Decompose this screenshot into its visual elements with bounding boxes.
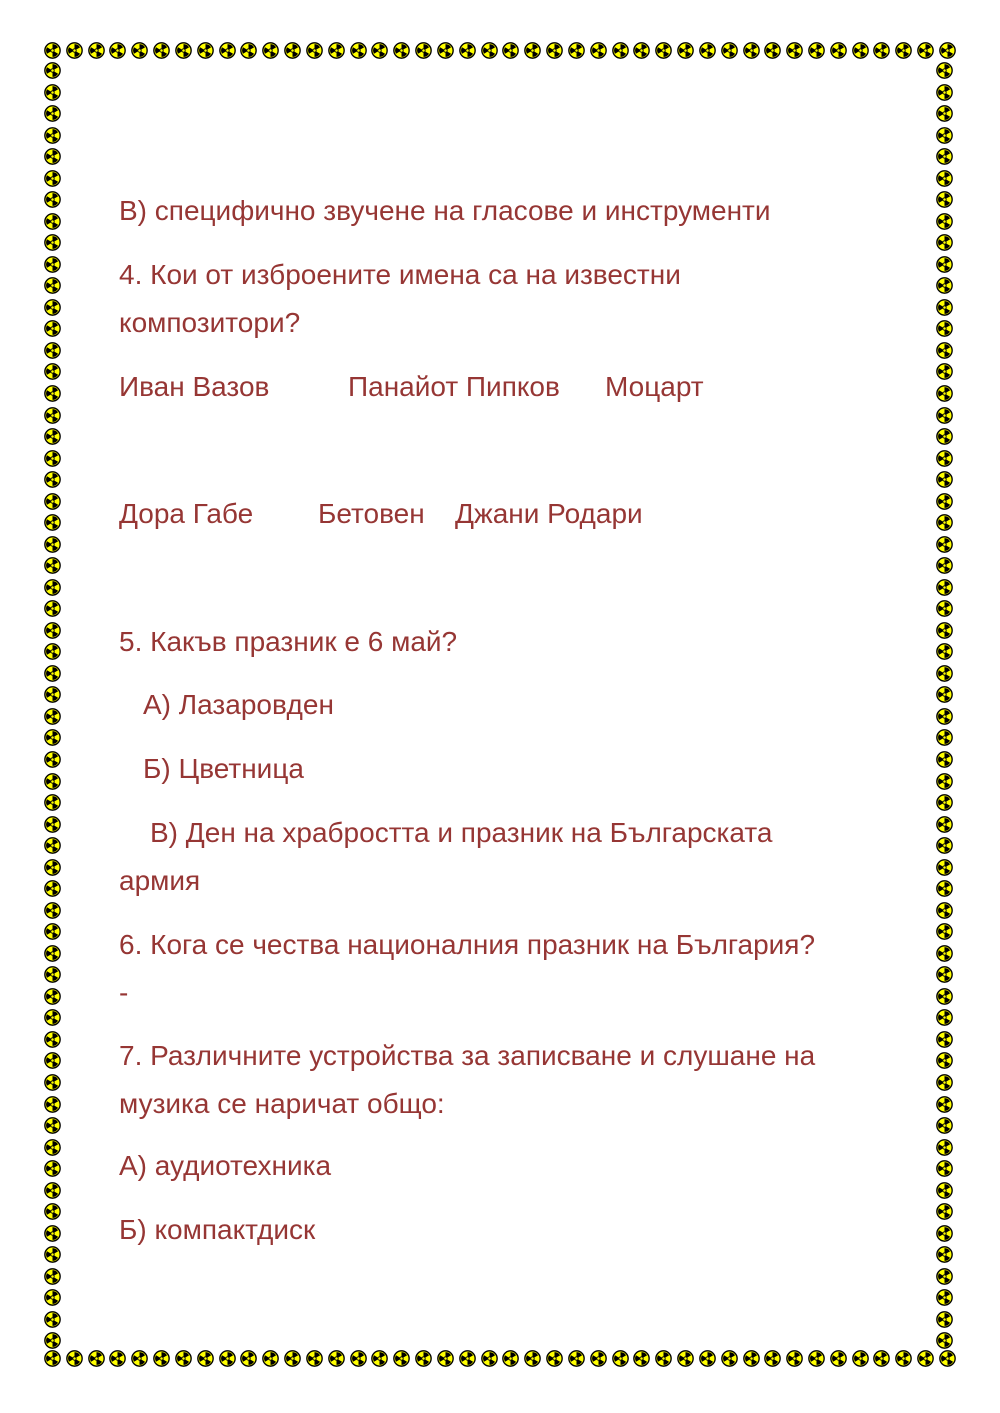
radiation-coin-icon: [936, 600, 953, 617]
radiation-coin-icon: [936, 1332, 953, 1349]
radiation-coin-icon: [936, 665, 953, 682]
radiation-coin-icon: [936, 1311, 953, 1328]
radiation-coin-icon: [109, 1350, 126, 1367]
radiation-coin-icon: [936, 988, 953, 1005]
radiation-coin-icon: [677, 42, 694, 59]
radiation-coin-icon: [568, 1350, 585, 1367]
radiation-coin-icon: [917, 42, 934, 59]
radiation-coin-icon: [415, 1350, 432, 1367]
radiation-coin-icon: [44, 751, 61, 768]
radiation-coin-icon: [830, 1350, 847, 1367]
radiation-coin-icon: [240, 1350, 257, 1367]
radiation-coin-icon: [371, 42, 388, 59]
radiation-coin-icon: [44, 622, 61, 639]
radiation-coin-icon: [936, 170, 953, 187]
radiation-coin-icon: [786, 42, 803, 59]
radiation-coin-icon: [44, 923, 61, 940]
radiation-coin-icon: [44, 1182, 61, 1199]
radiation-coin-icon: [764, 1350, 781, 1367]
radiation-coin-icon: [44, 471, 61, 488]
radiation-coin-icon: [44, 837, 61, 854]
q7-option-b: Б) компактдиск: [119, 1214, 316, 1245]
radiation-coin-icon: [44, 579, 61, 596]
radiation-coin-icon: [936, 493, 953, 510]
radiation-coin-icon: [633, 42, 650, 59]
radiation-coin-icon: [44, 880, 61, 897]
radiation-coin-icon: [44, 557, 61, 574]
radiation-coin-icon: [44, 1246, 61, 1263]
radiation-coin-icon: [936, 837, 953, 854]
radiation-coin-icon: [936, 643, 953, 660]
radiation-coin-icon: [546, 1350, 563, 1367]
radiation-coin-icon: [939, 1350, 956, 1367]
radiation-coin-icon: [936, 1139, 953, 1156]
radiation-coin-icon: [131, 42, 148, 59]
radiation-coin-icon: [44, 1031, 61, 1048]
radiation-coin-icon: [936, 320, 953, 337]
radiation-coin-icon: [44, 1074, 61, 1091]
radiation-coin-icon: [44, 234, 61, 251]
radiation-coin-icon: [44, 665, 61, 682]
radiation-coin-icon: [44, 428, 61, 445]
radiation-coin-icon: [44, 1268, 61, 1285]
radiation-coin-icon: [437, 42, 454, 59]
radiation-coin-icon: [44, 1289, 61, 1306]
radiation-coin-icon: [936, 773, 953, 790]
radiation-coin-icon: [44, 1096, 61, 1113]
radiation-coin-icon: [44, 794, 61, 811]
radiation-coin-icon: [44, 84, 61, 101]
radiation-coin-icon: [328, 42, 345, 59]
radiation-coin-icon: [936, 127, 953, 144]
radiation-coin-icon: [936, 902, 953, 919]
radiation-coin-icon: [44, 42, 61, 59]
radiation-coin-icon: [873, 42, 890, 59]
radiation-coin-icon: [44, 708, 61, 725]
radiation-coin-icon: [44, 1350, 61, 1367]
radiation-coin-icon: [808, 1350, 825, 1367]
radiation-coin-icon: [936, 794, 953, 811]
radiation-coin-icon: [936, 299, 953, 316]
radiation-coin-icon: [44, 686, 61, 703]
q6-text: 6. Кога се чества националния празник на България?: [119, 929, 816, 960]
radiation-coin-icon: [936, 1096, 953, 1113]
radiation-coin-icon: [197, 42, 214, 59]
radiation-coin-icon: [44, 1052, 61, 1069]
radiation-coin-icon: [699, 1350, 716, 1367]
radiation-coin-icon: [936, 428, 953, 445]
radiation-coin-icon: [306, 1350, 323, 1367]
radiation-coin-icon: [612, 1350, 629, 1367]
radiation-coin-icon: [109, 42, 126, 59]
radiation-coin-icon: [44, 450, 61, 467]
radiation-coin-icon: [808, 42, 825, 59]
radiation-coin-icon: [936, 450, 953, 467]
radiation-coin-icon: [44, 1332, 61, 1349]
radiation-coin-icon: [44, 342, 61, 359]
page-border-left: [44, 62, 64, 1350]
radiation-coin-icon: [655, 1350, 672, 1367]
radiation-coin-icon: [764, 42, 781, 59]
radiation-coin-icon: [328, 1350, 345, 1367]
radiation-coin-icon: [44, 1117, 61, 1134]
radiation-coin-icon: [936, 557, 953, 574]
radiation-coin-icon: [936, 751, 953, 768]
radiation-coin-icon: [262, 1350, 279, 1367]
q5-option-v-line1: В) Ден на храбростта и празник на Българската: [150, 817, 773, 848]
radiation-coin-icon: [524, 42, 541, 59]
radiation-coin-icon: [895, 1350, 912, 1367]
radiation-coin-icon: [437, 1350, 454, 1367]
radiation-coin-icon: [219, 1350, 236, 1367]
radiation-coin-icon: [415, 42, 432, 59]
radiation-coin-icon: [936, 407, 953, 424]
radiation-coin-icon: [939, 42, 956, 59]
radiation-coin-icon: [936, 342, 953, 359]
name-panayot-pipkov: Панайот Пипков: [348, 371, 560, 402]
radiation-coin-icon: [721, 1350, 738, 1367]
radiation-coin-icon: [852, 42, 869, 59]
radiation-coin-icon: [393, 1350, 410, 1367]
radiation-coin-icon: [459, 1350, 476, 1367]
radiation-coin-icon: [66, 1350, 83, 1367]
name-beethoven: Бетовен: [318, 498, 425, 529]
radiation-coin-icon: [936, 62, 953, 79]
radiation-coin-icon: [240, 42, 257, 59]
radiation-coin-icon: [936, 1225, 953, 1242]
radiation-coin-icon: [936, 1182, 953, 1199]
radiation-coin-icon: [197, 1350, 214, 1367]
radiation-coin-icon: [153, 1350, 170, 1367]
q5-option-v-line2: армия: [119, 865, 201, 896]
radiation-coin-icon: [936, 880, 953, 897]
radiation-coin-icon: [895, 42, 912, 59]
page-border-right: [936, 62, 956, 1350]
radiation-coin-icon: [262, 42, 279, 59]
radiation-coin-icon: [936, 1203, 953, 1220]
radiation-coin-icon: [44, 600, 61, 617]
radiation-coin-icon: [393, 42, 410, 59]
radiation-coin-icon: [44, 1160, 61, 1177]
radiation-coin-icon: [936, 256, 953, 273]
radiation-coin-icon: [44, 256, 61, 273]
q6-answer: -: [119, 977, 129, 1008]
name-mozart: Моцарт: [605, 371, 704, 402]
q7-option-a: А) аудиотехника: [119, 1150, 332, 1181]
radiation-coin-icon: [371, 1350, 388, 1367]
radiation-coin-icon: [284, 1350, 301, 1367]
radiation-coin-icon: [502, 1350, 519, 1367]
radiation-coin-icon: [175, 42, 192, 59]
radiation-coin-icon: [44, 170, 61, 187]
radiation-coin-icon: [44, 148, 61, 165]
radiation-coin-icon: [936, 1246, 953, 1263]
radiation-coin-icon: [936, 1031, 953, 1048]
radiation-coin-icon: [88, 42, 105, 59]
radiation-coin-icon: [153, 42, 170, 59]
radiation-coin-icon: [936, 1289, 953, 1306]
q4-text-line1: 4. Кои от изброените имена са на известни: [119, 259, 681, 290]
radiation-coin-icon: [284, 42, 301, 59]
radiation-coin-icon: [786, 1350, 803, 1367]
radiation-coin-icon: [830, 42, 847, 59]
radiation-coin-icon: [350, 42, 367, 59]
radiation-coin-icon: [633, 1350, 650, 1367]
name-gianni-rodari: Джани Родари: [455, 498, 643, 529]
radiation-coin-icon: [44, 514, 61, 531]
radiation-coin-icon: [936, 729, 953, 746]
radiation-coin-icon: [350, 1350, 367, 1367]
name-dora-gabe: Дора Габе: [119, 498, 254, 529]
radiation-coin-icon: [936, 385, 953, 402]
radiation-coin-icon: [44, 859, 61, 876]
radiation-coin-icon: [481, 42, 498, 59]
radiation-coin-icon: [546, 42, 563, 59]
radiation-coin-icon: [721, 42, 738, 59]
q7-text-line1: 7. Различните устройства за записване и слушане на: [119, 1040, 816, 1071]
q4-text-line2: композитори?: [119, 307, 301, 338]
radiation-coin-icon: [936, 277, 953, 294]
radiation-coin-icon: [502, 42, 519, 59]
radiation-coin-icon: [44, 1225, 61, 1242]
page-border-bottom: [44, 1350, 956, 1370]
radiation-coin-icon: [219, 42, 236, 59]
radiation-coin-icon: [936, 148, 953, 165]
radiation-coin-icon: [936, 923, 953, 940]
radiation-coin-icon: [175, 1350, 192, 1367]
radiation-coin-icon: [873, 1350, 890, 1367]
radiation-coin-icon: [44, 536, 61, 553]
radiation-coin-icon: [936, 84, 953, 101]
radiation-coin-icon: [917, 1350, 934, 1367]
radiation-coin-icon: [44, 320, 61, 337]
radiation-coin-icon: [44, 1009, 61, 1026]
radiation-coin-icon: [936, 536, 953, 553]
radiation-coin-icon: [44, 277, 61, 294]
q5-option-a: А) Лазаровден: [143, 689, 334, 720]
radiation-coin-icon: [88, 1350, 105, 1367]
radiation-coin-icon: [590, 42, 607, 59]
radiation-coin-icon: [44, 1311, 61, 1328]
radiation-coin-icon: [936, 234, 953, 251]
radiation-coin-icon: [44, 729, 61, 746]
radiation-coin-icon: [936, 859, 953, 876]
radiation-coin-icon: [936, 816, 953, 833]
radiation-coin-icon: [44, 773, 61, 790]
radiation-coin-icon: [44, 191, 61, 208]
radiation-coin-icon: [44, 385, 61, 402]
radiation-coin-icon: [936, 105, 953, 122]
radiation-coin-icon: [44, 945, 61, 962]
radiation-coin-icon: [655, 42, 672, 59]
radiation-coin-icon: [612, 42, 629, 59]
radiation-coin-icon: [44, 299, 61, 316]
name-ivan-vazov: Иван Вазов: [119, 371, 270, 402]
radiation-coin-icon: [44, 493, 61, 510]
radiation-coin-icon: [44, 62, 61, 79]
radiation-coin-icon: [699, 42, 716, 59]
radiation-coin-icon: [936, 1160, 953, 1177]
radiation-coin-icon: [936, 622, 953, 639]
radiation-coin-icon: [936, 363, 953, 380]
radiation-coin-icon: [44, 988, 61, 1005]
radiation-coin-icon: [44, 407, 61, 424]
radiation-coin-icon: [66, 42, 83, 59]
radiation-coin-icon: [852, 1350, 869, 1367]
radiation-coin-icon: [936, 708, 953, 725]
radiation-coin-icon: [306, 42, 323, 59]
radiation-coin-icon: [590, 1350, 607, 1367]
radiation-coin-icon: [131, 1350, 148, 1367]
radiation-coin-icon: [481, 1350, 498, 1367]
radiation-coin-icon: [936, 1052, 953, 1069]
q3-option-v: В) специфично звучене на гласове и инструменти: [119, 195, 771, 226]
radiation-coin-icon: [743, 42, 760, 59]
radiation-coin-icon: [936, 1268, 953, 1285]
radiation-coin-icon: [568, 42, 585, 59]
radiation-coin-icon: [44, 902, 61, 919]
radiation-coin-icon: [44, 1203, 61, 1220]
radiation-coin-icon: [677, 1350, 694, 1367]
radiation-coin-icon: [44, 105, 61, 122]
radiation-coin-icon: [936, 1009, 953, 1026]
radiation-coin-icon: [936, 1074, 953, 1091]
radiation-coin-icon: [936, 514, 953, 531]
radiation-coin-icon: [936, 213, 953, 230]
radiation-coin-icon: [936, 579, 953, 596]
radiation-coin-icon: [44, 816, 61, 833]
radiation-coin-icon: [459, 42, 476, 59]
radiation-coin-icon: [936, 471, 953, 488]
radiation-coin-icon: [44, 643, 61, 660]
radiation-coin-icon: [44, 363, 61, 380]
radiation-coin-icon: [524, 1350, 541, 1367]
radiation-coin-icon: [936, 966, 953, 983]
q5-text: 5. Какъв празник е 6 май?: [119, 626, 458, 657]
radiation-coin-icon: [44, 213, 61, 230]
radiation-coin-icon: [936, 945, 953, 962]
radiation-coin-icon: [743, 1350, 760, 1367]
radiation-coin-icon: [936, 191, 953, 208]
radiation-coin-icon: [44, 127, 61, 144]
radiation-coin-icon: [44, 966, 61, 983]
q5-option-b: Б) Цветница: [143, 753, 304, 784]
page-border-top: [44, 42, 956, 62]
radiation-coin-icon: [44, 1139, 61, 1156]
radiation-coin-icon: [936, 1117, 953, 1134]
radiation-coin-icon: [936, 686, 953, 703]
q7-text-line2: музика се наричат общо:: [119, 1088, 445, 1119]
